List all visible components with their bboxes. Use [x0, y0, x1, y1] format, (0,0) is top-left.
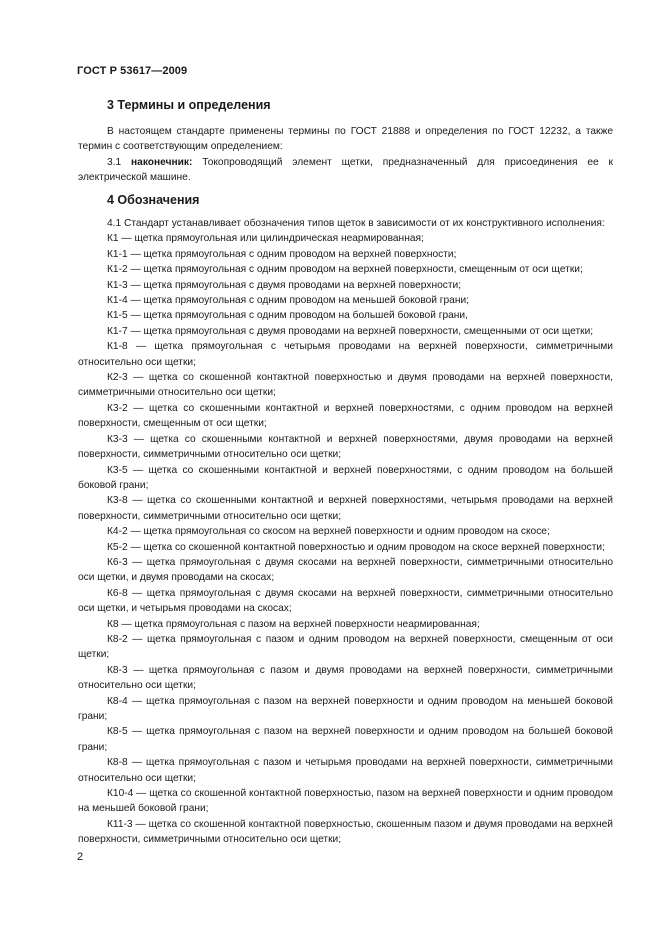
designation-item: К2-3 — щетка со скошенной контактной поверхностью и двумя проводами на верхней поверхности, симметричными относительно оси щетки;: [78, 372, 613, 399]
designation-item: К3-5 — щетка со скошенными контактной и верхней поверхностями, с одним проводом на большей боковой грани;: [78, 464, 613, 491]
definition-3-1: [78, 155, 613, 186]
designation-item: К3-8 — щетка со скошенными контактной и верхней поверхностями, четырьмя проводами на верхней поверхности, симметричными относительно оси щетки;: [78, 495, 613, 522]
designation-item: К3-3 — щетка со скошенными контактной и верхней поверхностями, двумя проводами на верхней поверхности, симметричными относительно оси щетки;: [78, 433, 613, 461]
page-number: 2: [77, 851, 84, 863]
designation-item: 4.1 Стандарт устанавливает обозначения типов щеток в зависимости от их конструктивного исполнения:: [107, 218, 605, 229]
definition-term: наконечник:: [131, 156, 193, 168]
designation-item: К6-8 — щетка прямоугольная с двумя скосами на верхней поверхности, симметричными относительно оси щетки, и четырьмя проводами на скосах;: [78, 587, 613, 615]
designation-item: К1-1 — щетка прямоугольная с одним проводом на верхней поверхности;: [107, 248, 457, 260]
designation-item: К8-5 — щетка прямоугольная с пазом на верхней поверхности и одним проводом на большей боковой грани;: [78, 726, 613, 753]
designation-item: К4-2 — щетка прямоугольная со скосом на верхней поверхности и одним проводом на скосе;: [107, 526, 550, 538]
section-3-body: [78, 124, 613, 186]
definition-text: Токопроводящий элемент щетки, предназначенный для присоединения ее к электрической машине.: [78, 156, 613, 184]
designation-item: К8 — щетка прямоугольная с пазом на верхней поверхности неармированная;: [107, 618, 480, 630]
designation-item: К8-2 — щетка прямоугольная с пазом и одним проводом на верхней поверхности, смещенным от оси щетки;: [78, 633, 613, 661]
designation-item: К8-4 — щетка прямоугольная с пазом на верхней поверхности и одним проводом на меньшей боковой грани;: [78, 695, 613, 722]
section-3-heading: 3 Термины и определения: [107, 98, 271, 112]
designation-item: К1-3 — щетка прямоугольная с двумя проводами на верхней поверхности;: [107, 279, 462, 291]
designation-item: К1-4 — щетка прямоугольная с одним проводом на меньшей боковой грани;: [107, 295, 469, 307]
designation-item: К10-4 — щетка со скошенной контактной поверхностью, пазом на верхней поверхности и одним проводом на меньшей боковой грани;: [78, 788, 613, 815]
designation-item: К1-7 — щетка прямоугольная с двумя проводами на верхней поверхности, смещенными от оси щетки;: [107, 325, 594, 337]
designation-item: К3-2 — щетка со скошенными контактной и верхней поверхностями, с одним проводом на верхней поверхности, смещенным от оси щетки;: [78, 402, 613, 430]
designation-item: К11-3 — щетка со скошенной контактной поверхностью, скошенным пазом и двумя проводами на верхней поверхности, симметричными относительно оси щетки;: [78, 818, 613, 846]
designation-item: К1-5 — щетка прямоугольная с одним проводом на большей боковой грани,: [107, 310, 468, 322]
designation-item: К5-2 — щетка со скошенной контактной поверхностью и одним проводом на скосе верхней поверхности;: [107, 541, 605, 553]
designation-item: К8-8 — щетка прямоугольная с пазом и четырьмя проводами на верхней поверхности, симметричными относительно оси щетки;: [78, 757, 613, 784]
section-4-body: [78, 216, 613, 848]
designation-item: К1 — щетка прямоугольная или цилиндрическая неармированная;: [107, 233, 424, 245]
section-4-heading: 4 Обозначения: [107, 193, 200, 207]
section-3-intro: В настоящем стандарте применены термины по ГОСТ 21888 и определения по ГОСТ 12232, а также термин с соответствующим определением:: [78, 126, 613, 153]
designation-item: К6-3 — щетка прямоугольная с двумя скосами на верхней поверхности, симметричными относительно оси щетки, и двумя проводами на скосах;: [78, 556, 613, 584]
definition-number: 3.1: [107, 156, 132, 168]
page-header: ГОСТ Р 53617—2009: [77, 65, 188, 77]
designation-item: К1-2 — щетка прямоугольная с одним проводом на верхней поверхности, смещенным от оси щетки;: [107, 264, 583, 276]
designation-item: К8-3 — щетка прямоугольная с пазом и двумя проводами на верхней поверхности, симметричными относительно оси щетки;: [78, 664, 613, 692]
designation-item: К1-8 — щетка прямоугольная с четырьмя проводами на верхней поверхности, симметричными относительно оси щетки;: [78, 341, 613, 368]
